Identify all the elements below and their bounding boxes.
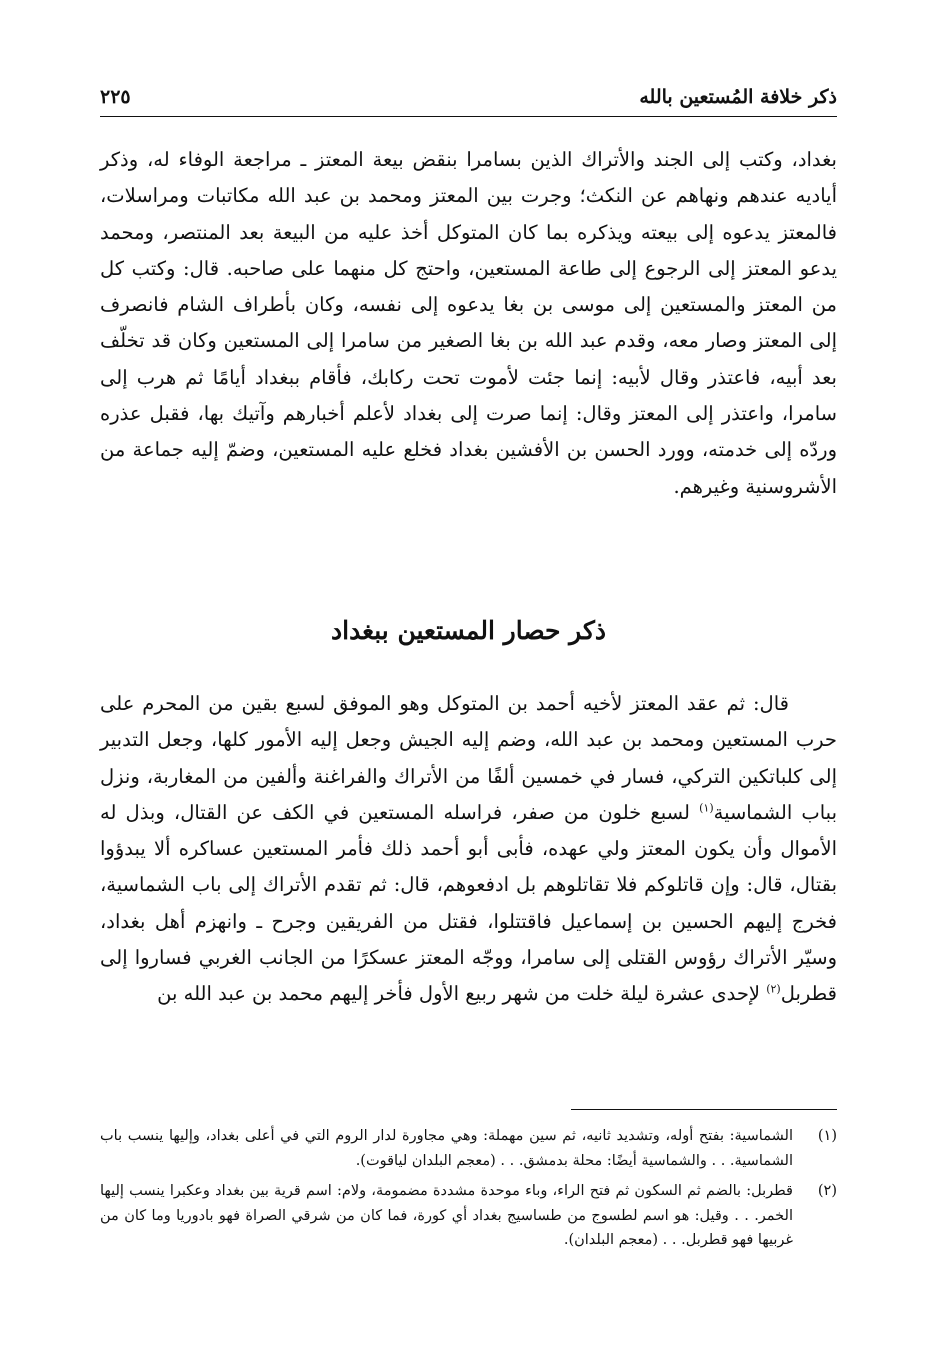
- paragraph-2-text-1: قال: ثم عقد المعتز لأخيه أحمد بن المتوكل وهو الموفق لسبع بقين من المحرم على حرب المستعين ومحمد بن عبد الله، وضم إليه الجيش وجعل إليه الأمور كلها، وجعل التدبير إلى كلباتكين التركي، فسار في خمسين ألفًا من الأتراك والفراغنة وألفين من المغاربة، ونزل بباب الشماسية: [100, 692, 837, 824]
- footnotes: [100, 1124, 837, 1259]
- book-page: [100, 78, 837, 1249]
- footnote-divider: [571, 1109, 837, 1110]
- footnote-text: الشماسية: بفتح أوله، وتشديد ثانيه، ثم سين مهملة: وهي مجاورة لدار الروم التي في أعلى بغداد، وإليها ينسب باب الشماسية. . . والشماسية أيضًا: محلة بدمشق. . . (معجم البلدان لياقوت).: [100, 1128, 793, 1169]
- footnote-number: (١): [817, 1128, 837, 1144]
- footnote-ref-2: (٢): [766, 982, 781, 996]
- footnote-number: (٢): [817, 1183, 837, 1200]
- footnote-text: قطربل: بالضم ثم السكون ثم فتح الراء، وباء موحدة مشددة مضمومة، ولام: اسم قرية بين بغداد وعكبرا ينسب إليها الخمر. . . وقيل: هو اسم لطسوج من طساسيج بغداد أي كورة، فما كان من شرقي الصراة فهو بادوريا وما كان من غربيها فهو قطربل. . . (معجم البلدان).: [100, 1183, 793, 1249]
- section-heading: ذكر حصار المستعين ببغداد: [330, 616, 607, 645]
- footnote-ref-1: (١): [699, 801, 714, 815]
- paragraph-2-text-2: لسبع خلون من صفر، فراسله المستعين في الكف عن القتال، وبذل له الأموال وأن يكون المعتز ولي عهده، فأبى أبو أحمد ذلك فأمر المستعين عساكره ألا يبدؤوا بقتال، قال: وإن قاتلوكم فلا تقاتلوهم بل ادفعوهم، قال: ثم تقدم الأتراك إلى باب الشماسية، فخرج إليهم الحسين بن إسماعيل فاقتتلوا، فقتل من الفريقين وجرح ـ وانهزم أهل بغداد، وسيّر الأتراك رؤوس القتلى إلى سامرا، ووجّه المعتز عسكرًا من الجانب الغربي فساروا إلى قطربل: [100, 800, 837, 1006]
- running-title: ذكر خلافة المُستعين بالله: [639, 86, 837, 108]
- footnote: [100, 1124, 837, 1173]
- paragraph-2-text-3: لإحدى عشرة ليلة خلت من شهر ربيع الأول فأخر إليهم محمد بن عبد الله بن: [157, 982, 767, 1006]
- page-header: [100, 78, 837, 118]
- body-paragraph-1: بغداد، وكتب إلى الجند والأتراك الذين بسامرا بنقض بيعة المعتز ـ مراجعة الوفاء له، وذكر أياديه عندهم ونهاهم عن النكث؛ وجرت بين المعتز ومحمد بن عبد الله مكاتبات ومراسلات، فالمعتز يدعوه إلى بيعته ويذكره بما كان المتوكل أخذ عليه من البيعة بعد المنتصر، ومحمد يدعو المعتز إلى الرجوع إلى طاعة المستعين، واحتج كل منهما على صاحبه. قال: وكتب كل من المعتز والمستعين إلى موسى بن بغا يدعوه إلى نفسه، وكان بأطراف الشام فانصرف إلى المعتز وصار معه، وقدم عبد الله بن بغا الصغير من سامرا إلى المستعين وكان قد تخلّف بعد أبيه، فاعتذر وقال لأبيه: إنما جئت لأموت تحت ركابك، فأقام ببغداد أيامًا ثم هرب إلى سامرا، واعتذر إلى المعتز وقال: إنما صرت إلى بغداد لأعلم أخبارهم وآتيك بها، فقبل عذره وردّه إلى خدمته، وورد الحسن بن الأفشين بغداد فخلع عليه المستعين، وضمّ إليه جماعة من الأشروسنية وغيرهم.: [100, 148, 837, 498]
- header-divider: [100, 116, 837, 117]
- page-number: ٢٢٥: [100, 86, 131, 108]
- footnote: [100, 1179, 837, 1253]
- body-paragraph-2: [100, 686, 837, 1013]
